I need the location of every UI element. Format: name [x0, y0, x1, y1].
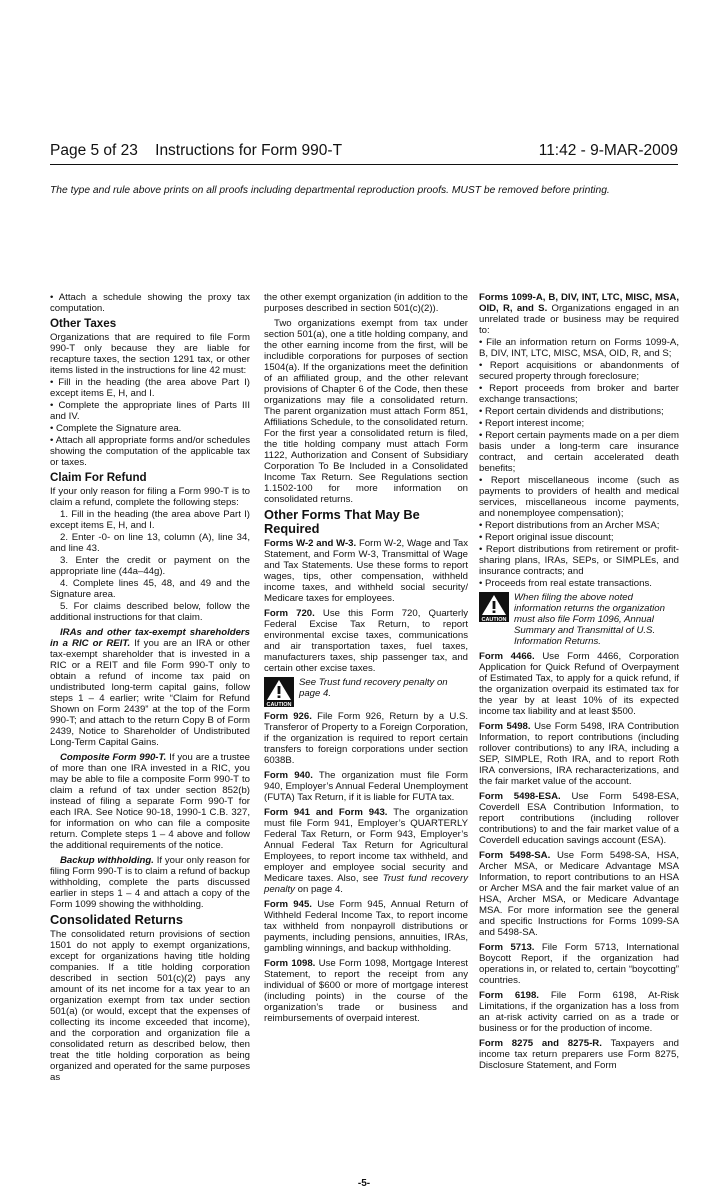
- bullet-item: • Report certain dividends and distributions;: [479, 406, 664, 417]
- paragraph-945: [264, 899, 468, 954]
- paragraph: If your only reason for filing a Form 990-T is to claim a refund, complete the following steps:: [50, 486, 250, 508]
- run-in-heading: IRAs and other tax-exempt shareholders in a RIC or REIT.: [50, 627, 250, 649]
- bullet-item: • Report proceeds from broker and barter exchange transactions;: [479, 383, 679, 405]
- paragraph-text: If you are a trustee of more than one IRA invested in a RIC, you may be able to file a composite Form 990-T to claim a refund of tax under section 852(b) instead of filing a separate Form 990-T for each IRA. See Notice 90-18, 1990-1 C.B. 327, for information on who can file a composite return. Complete steps 1 – 4 above and follow the additional requirements of the notice.: [50, 752, 250, 851]
- bullet-item: • File an information return on Forms 1099-A, B, DIV, INT, LTC, MISC, MSA, OID, R, and S;: [479, 337, 679, 359]
- paragraph-text: Organizations engaged in an unrelated trade or business may be required to:: [479, 303, 680, 336]
- bullet-item: • Complete the Signature area.: [50, 423, 182, 434]
- paragraph-1098: [264, 958, 468, 1024]
- bullet-item: • Report certain payments made on a per diem basis under a long-term care insurance contract, and certain accelerated death benefits;: [479, 430, 679, 474]
- run-in-heading: Form 5498.: [479, 721, 531, 732]
- heading-other-taxes: Other Taxes: [50, 317, 117, 330]
- paragraph-text: File Form 926, Return by a U.S. Transferor of Property to a Foreign Corporation, if the organization is required to report certain transfers to foreign corporations under section 6038B.: [264, 711, 469, 766]
- run-in-heading: Form 5713.: [479, 942, 535, 953]
- bullet-item: • Proceeds from real estate transactions.: [479, 578, 652, 589]
- bullet-item: • Report acquisitions or abandonments of secured property through foreclosure;: [479, 360, 679, 382]
- bullet-item: • Report distributions from retirement or profit-sharing plans, IRAs, SEPs, or SIMPLEs, and insurance contracts; and: [479, 544, 679, 577]
- bullet-item: • Report miscellaneous income (such as payments to providers of health and medical services, miscellaneous income payments, and nonemployee compensation);: [479, 475, 679, 519]
- paragraph-5498: [479, 721, 679, 787]
- paragraph-text: File Form 5713, International Boycott Report, if the organization had operations in, or related to, certain “boycotting” countries.: [479, 942, 679, 986]
- caution-text: [299, 677, 468, 707]
- heading-consolidated-returns: Consolidated Returns: [50, 912, 183, 927]
- paragraph-composite: [50, 752, 250, 851]
- paragraph-940: [264, 770, 468, 803]
- bullet-item: • Fill in the heading (the area above Part I) except items E, H, and I.: [50, 377, 250, 399]
- paragraph: Organizations that are required to file Form 990-T only because they are liable for recapture taxes, the section 1291 tax, or other items listed in the instructions for line 42 must:: [50, 332, 250, 376]
- paragraph-text: Use this Form 720, Quarterly Federal Excise Tax Return, to report environmental excise taxes, communications and air transportation taxes, fuel taxes, manufacturers taxes, ship passenger tax, and certain other excise taxes.: [264, 608, 468, 674]
- paragraph-5498-sa: [479, 850, 679, 938]
- caution-text-pre: See: [299, 677, 319, 688]
- paragraph-text: Use Form 5498, IRA Contribution Information, to report contributions (including rollover contributions) to any IRA, including a SEP, SIMPLE, Roth IRA, and to report Roth IRA conversions, IRA recharacterizations, and the fair market value of the account.: [479, 721, 679, 787]
- caution-note: [479, 592, 679, 647]
- run-in-heading: Form 926.: [264, 711, 312, 722]
- paragraph-text: Taxpayers and income tax return preparers use Form 8275, Disclosure Statement, and Form: [479, 1038, 680, 1071]
- heading-other-forms: Other Forms That May Be Required: [264, 507, 420, 536]
- paragraph-926: [264, 711, 468, 766]
- column-2: [264, 292, 468, 1025]
- column-1: [50, 292, 250, 1084]
- bullet-item: • Complete the appropriate lines of Parts III and IV.: [50, 400, 250, 422]
- caution-icon: [264, 677, 294, 707]
- run-in-heading: Form 940.: [264, 770, 313, 781]
- paragraph: the other exempt organization (in addition to the purposes described in section 501(c)(2)).: [264, 292, 468, 314]
- proof-notice: The type and rule above prints on all proofs including departmental reproduction proofs. MUST be removed before printing.: [50, 185, 610, 196]
- paragraph: Two organizations exempt from tax under section 501(a), one a title holding company, and the other earning income from the first, will be includible corporations for purposes of section 1504(a). If the organizations meet the definition of an affiliated group, and the other relevant provisions of Chapter 6 of the Code, then these organizations may file a consolidated return. The parent organization must attach Form 851, Affiliations Schedule, to the consolidated return. For the first year a consolidated return is filed, the title holding company must attach Form 1122, Authorization and Consent of Subsidiary Corporation To Be Included in a Consolidated Income Tax Return. See Regulations section 1.1502-100 for more information on consolidated returns.: [264, 318, 468, 505]
- bullet-item: • Attach all appropriate forms and/or schedules showing the computation of the applicable tax or taxes.: [50, 435, 250, 468]
- paragraph-text: on page 4.: [294, 884, 343, 895]
- paragraph-text: Use Form 945, Annual Return of Withheld Federal Income Tax, to report income tax withheld from nonpayroll distributions or payments, including pensions, annuities, IRAs, gambling winnings, and backup withholding.: [264, 899, 469, 954]
- caution-label: CAUTION: [266, 702, 292, 707]
- paragraph-5713: [479, 942, 679, 986]
- step-item: 4. Complete lines 45, 48, and 49 and the Signature area.: [50, 578, 250, 600]
- paragraph-text: Use Form 4466, Corporation Application for Quick Refund of Overpayment of Estimated Tax, to apply for a quick refund, if the organization overpaid its estimated tax for the year by at least 10% of its expected income tax liability and at least $500.: [479, 651, 679, 717]
- run-in-heading: Form 5498-ESA.: [479, 791, 561, 802]
- paragraph-720: [264, 608, 468, 674]
- run-in-heading: Form 720.: [264, 608, 315, 619]
- paragraph-text: File Form 6198, At-Risk Limitations, if the organization has a loss from an at-risk activity carried on as a trade or business or for the production of income.: [479, 990, 679, 1034]
- step-item: 1. Fill in the heading (the area above Part I) except items E, H, and I.: [50, 509, 250, 531]
- run-in-heading: Composite Form 990-T.: [60, 752, 167, 763]
- run-in-heading: Form 941 and Form 943.: [264, 807, 388, 818]
- cross-reference: Trust fund recovery penalty: [264, 873, 468, 895]
- caution-text-post: on page 4.: [299, 677, 448, 699]
- cross-reference: Trust fund recovery penalty: [318, 677, 435, 688]
- paragraph-6198: [479, 990, 679, 1034]
- paragraph: • Attach a schedule showing the proxy tax computation.: [50, 292, 250, 314]
- run-in-heading: Forms 1099-A, B, DIV, INT, LTC, MISC, MSA, OID, R, and S.: [479, 292, 679, 314]
- header-timestamp: 11:42 - 9-MAR-2009: [538, 142, 678, 159]
- paragraph: The consolidated return provisions of section 1501 do not apply to exempt organizations, except for organizations having title holding companies. If a title holding corporation described in section 501(c)(2) pays any amount of its net income for a tax year to an organization exempt from tax under section 501(a) (or would, except that the expenses of collecting its income exceeded that income), and the corporation and organization file a consolidated return as described below, then treat the title holding corporation as being organized and operated for the same purposes as: [50, 929, 250, 1083]
- paragraph-text: Use Form 5498-ESA, Coverdell ESA Contribution Information, to report contributions (including rollover contributions) to and the fair market value of a Coverdell education savings account (ESA).: [479, 791, 679, 846]
- step-item: 2. Enter -0- on line 13, column (A), line 34, and line 43.: [50, 532, 250, 554]
- paragraph-4466: [479, 651, 679, 717]
- running-header: [50, 142, 678, 165]
- run-in-heading: Backup withholding.: [60, 855, 154, 866]
- run-in-heading: Form 5498-SA.: [479, 850, 551, 861]
- paragraph-5498-esa: [479, 791, 679, 846]
- paragraph-text: Use Form 1098, Mortgage Interest Statement, to report the receipt from any individual of $600 or more of mortgage interest (including points) in the course of the organization’s trade or business and reimbursements of overpaid interest.: [264, 958, 468, 1024]
- caution-label: CAUTION: [481, 617, 507, 622]
- paragraph-text: The organization must file Form 941, Employer’s QUARTERLY Federal Tax Return, or Form 943, Employer’s Annual Federal Tax Return for Agricultural Employees, to report income tax withheld, and employer and employee social security and Medicare taxes. Also, see: [264, 807, 468, 884]
- bullet-item: • Report distributions from an Archer MSA;: [479, 520, 660, 531]
- run-in-heading: Forms W-2 and W-3.: [264, 538, 357, 549]
- run-in-heading: Form 6198.: [479, 990, 539, 1001]
- paragraph-text: If your only reason for filing Form 990-T is to claim a refund of backup withholding, complete the parts discussed earlier in steps 1 – 4 and attach a copy of the Form 1099 showing the withholding.: [50, 855, 250, 910]
- paragraph-941: [264, 807, 468, 895]
- step-item: 5. For claims described below, follow the additional instructions for that claim.: [50, 601, 250, 623]
- paragraph-8275: [479, 1038, 679, 1071]
- column-3: [479, 292, 679, 1072]
- run-in-heading: Form 1098.: [264, 958, 316, 969]
- paragraph-text: If you are an IRA or other tax-exempt shareholder that is invested in a RIC or a REIT and file Form 990-T only to obtain a refund of income tax paid on undistributed long-term capital gains, follow steps 1 – 4 earlier; write “Claim for Refund Shown on Form 2439” at the top of the Form 990-T; and attach to the return Copy B of Form 2439, Notice to Shareholder of Undistributed Long-Term Capital Gains.: [50, 638, 250, 748]
- paragraph-w2: [264, 538, 468, 604]
- paragraph-text: Form W-2, Wage and Tax Statement, and Form W-3, Transmittal of Wage and Tax Statements. Use these forms to report wages, tips, other compensation, withheld income taxes, and withheld social security/ Medicare taxes for employees.: [264, 538, 468, 604]
- paragraph-1099: [479, 292, 679, 336]
- caution-text: When filing the above noted information returns the organization must also file Form 1096, Annual Summary and Transmittal of U.S. Information Returns.: [514, 592, 665, 647]
- paragraph-ira: [50, 627, 250, 748]
- page-number: -5-: [357, 1178, 371, 1189]
- paragraph-backup: [50, 855, 250, 910]
- bullet-item: • Report original issue discount;: [479, 532, 614, 543]
- run-in-heading: Form 8275 and 8275-R.: [479, 1038, 602, 1049]
- caution-icon: [479, 592, 509, 622]
- paragraph-text: Use Form 5498-SA, HSA, Archer MSA, or Medicare Advantage MSA Information, to report contributions to an HSA or Archer MSA and the fair market value of an HSA, Archer MSA, or Medicare Advantage MSA. For more information see the general and specific Instructions for Forms 1099-SA and 5498-SA.: [479, 850, 679, 938]
- paragraph-text: The organization must file Form 940, Employer’s Annual Federal Unemployment (FUTA) Tax Return, if it is liable for FUTA tax.: [264, 770, 468, 803]
- step-item: 3. Enter the credit or payment on the appropriate line (44a–44g).: [50, 555, 250, 577]
- caution-note: [264, 677, 468, 707]
- heading-claim-for-refund: Claim For Refund: [50, 471, 147, 484]
- run-in-heading: Form 4466.: [479, 651, 535, 662]
- header-page-title: Page 5 of 23 Instructions for Form 990-T: [50, 142, 343, 159]
- bullet-item: • Report interest income;: [479, 418, 585, 429]
- run-in-heading: Form 945.: [264, 899, 312, 910]
